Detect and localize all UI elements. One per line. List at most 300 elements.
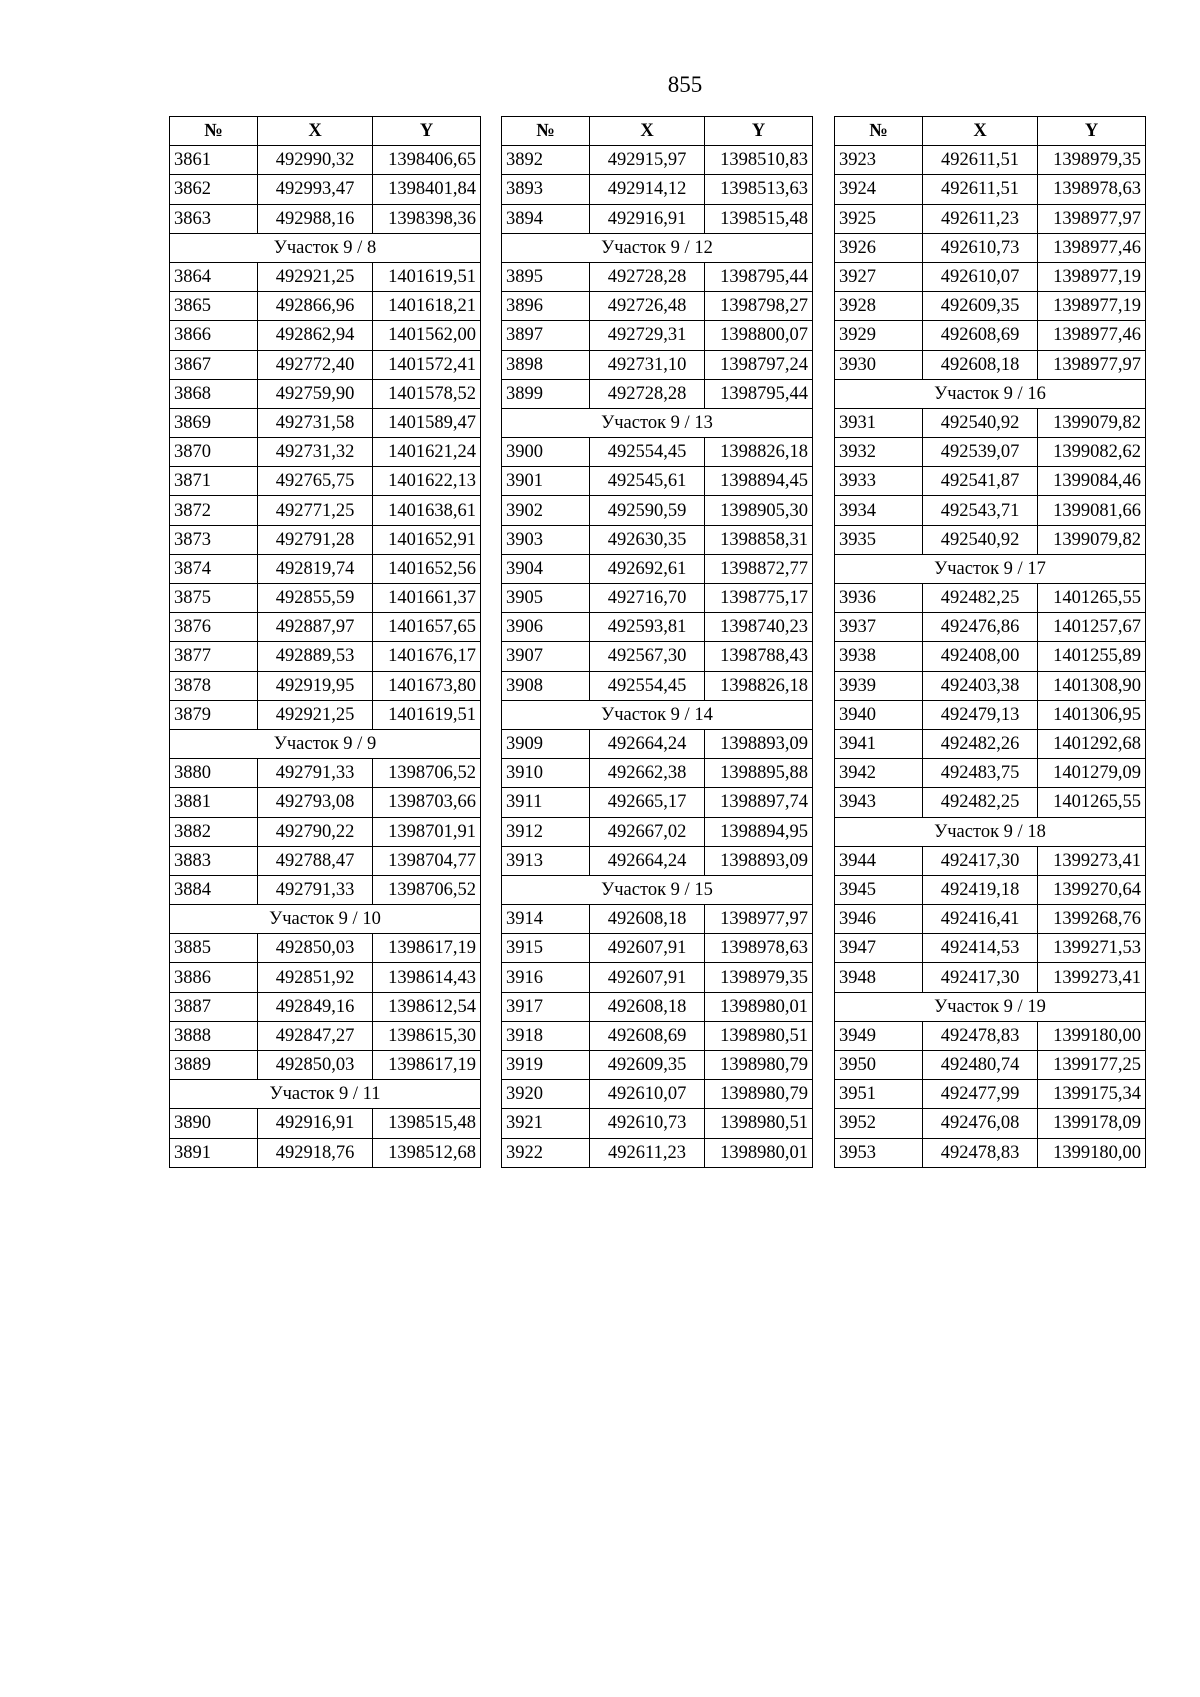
table-row — [835, 496, 1146, 525]
section-title: Участок 9 / 15 — [502, 875, 813, 904]
x-coordinate-cell: 492611,23 — [590, 1138, 705, 1167]
x-coordinate-cell: 492611,23 — [923, 204, 1038, 233]
point-number-cell: 3924 — [835, 175, 923, 204]
x-coordinate-cell: 492790,22 — [258, 817, 373, 846]
y-coordinate-cell: 1399178,09 — [1038, 1109, 1146, 1138]
x-coordinate-cell: 492414,53 — [923, 934, 1038, 963]
coordinate-table-1 — [169, 116, 481, 1168]
x-coordinate-cell: 492610,07 — [590, 1080, 705, 1109]
y-coordinate-cell: 1398617,19 — [373, 1051, 481, 1080]
point-number-cell: 3917 — [502, 992, 590, 1021]
section-title: Участок 9 / 10 — [170, 905, 481, 934]
point-number-cell: 3888 — [170, 1021, 258, 1050]
table-row — [170, 671, 481, 700]
point-number-cell: 3868 — [170, 379, 258, 408]
y-coordinate-cell: 1398617,19 — [373, 934, 481, 963]
table-row — [502, 759, 813, 788]
point-number-cell: 3938 — [835, 642, 923, 671]
table-row — [835, 321, 1146, 350]
y-coordinate-cell: 1401265,55 — [1038, 584, 1146, 613]
section-row — [170, 233, 481, 262]
x-coordinate-cell: 492921,25 — [258, 262, 373, 291]
x-coordinate-cell: 492716,70 — [590, 584, 705, 613]
x-coordinate-cell: 492630,35 — [590, 525, 705, 554]
point-number-cell: 3950 — [835, 1051, 923, 1080]
section-title: Участок 9 / 17 — [835, 554, 1146, 583]
point-number-cell: 3867 — [170, 350, 258, 379]
point-number-cell: 3887 — [170, 992, 258, 1021]
y-coordinate-cell: 1398612,54 — [373, 992, 481, 1021]
table-header-row — [502, 117, 813, 146]
x-coordinate-cell: 492772,40 — [258, 350, 373, 379]
x-coordinate-cell: 492610,73 — [923, 233, 1038, 262]
y-coordinate-cell: 1398706,52 — [373, 759, 481, 788]
point-number-cell: 3902 — [502, 496, 590, 525]
x-coordinate-cell: 492609,35 — [590, 1051, 705, 1080]
x-coordinate-cell: 492611,51 — [923, 146, 1038, 175]
header-x: X — [590, 117, 705, 146]
point-number-cell: 3898 — [502, 350, 590, 379]
point-number-cell: 3874 — [170, 554, 258, 583]
point-number-cell: 3906 — [502, 613, 590, 642]
table-row — [835, 262, 1146, 291]
x-coordinate-cell: 492419,18 — [923, 875, 1038, 904]
x-coordinate-cell: 492915,97 — [590, 146, 705, 175]
table-row — [170, 292, 481, 321]
table-row — [835, 292, 1146, 321]
table-row — [502, 1021, 813, 1050]
table-row — [835, 1080, 1146, 1109]
y-coordinate-cell: 1399177,25 — [1038, 1051, 1146, 1080]
table-row — [170, 467, 481, 496]
table-row — [502, 963, 813, 992]
table-row — [170, 642, 481, 671]
table-row — [835, 759, 1146, 788]
table-row — [502, 379, 813, 408]
table-row — [502, 262, 813, 291]
x-coordinate-cell: 492765,75 — [258, 467, 373, 496]
y-coordinate-cell: 1401562,00 — [373, 321, 481, 350]
x-coordinate-cell: 492417,30 — [923, 846, 1038, 875]
table-row — [170, 1021, 481, 1050]
point-number-cell: 3895 — [502, 262, 590, 291]
table-row — [835, 350, 1146, 379]
table-row — [835, 613, 1146, 642]
x-coordinate-cell: 492593,81 — [590, 613, 705, 642]
x-coordinate-cell: 492862,94 — [258, 321, 373, 350]
table-row — [502, 525, 813, 554]
y-coordinate-cell: 1398977,46 — [1038, 233, 1146, 262]
x-coordinate-cell: 492788,47 — [258, 846, 373, 875]
table-row — [502, 1051, 813, 1080]
x-coordinate-cell: 492916,91 — [590, 204, 705, 233]
y-coordinate-cell: 1401292,68 — [1038, 729, 1146, 758]
y-coordinate-cell: 1401618,21 — [373, 292, 481, 321]
table-row — [835, 525, 1146, 554]
point-number-cell: 3946 — [835, 905, 923, 934]
y-coordinate-cell: 1398980,51 — [705, 1021, 813, 1050]
y-coordinate-cell: 1401308,90 — [1038, 671, 1146, 700]
point-number-cell: 3905 — [502, 584, 590, 613]
point-number-cell: 3870 — [170, 438, 258, 467]
x-coordinate-cell: 492728,28 — [590, 262, 705, 291]
point-number-cell: 3876 — [170, 613, 258, 642]
table-row — [835, 905, 1146, 934]
y-coordinate-cell: 1399082,62 — [1038, 438, 1146, 467]
y-coordinate-cell: 1401638,61 — [373, 496, 481, 525]
point-number-cell: 3952 — [835, 1109, 923, 1138]
x-coordinate-cell: 492403,38 — [923, 671, 1038, 700]
table-row — [170, 1138, 481, 1167]
x-coordinate-cell: 492607,91 — [590, 934, 705, 963]
point-number-cell: 3908 — [502, 671, 590, 700]
point-number-cell: 3879 — [170, 700, 258, 729]
y-coordinate-cell: 1399084,46 — [1038, 467, 1146, 496]
y-coordinate-cell: 1398977,97 — [705, 905, 813, 934]
x-coordinate-cell: 492667,02 — [590, 817, 705, 846]
y-coordinate-cell: 1399180,00 — [1038, 1021, 1146, 1050]
section-row — [170, 905, 481, 934]
x-coordinate-cell: 492849,16 — [258, 992, 373, 1021]
table-body — [502, 146, 813, 1168]
y-coordinate-cell: 1398905,30 — [705, 496, 813, 525]
section-title: Участок 9 / 19 — [835, 992, 1146, 1021]
y-coordinate-cell: 1399268,76 — [1038, 905, 1146, 934]
point-number-cell: 3943 — [835, 788, 923, 817]
x-coordinate-cell: 492662,38 — [590, 759, 705, 788]
x-coordinate-cell: 492889,53 — [258, 642, 373, 671]
y-coordinate-cell: 1398978,63 — [705, 934, 813, 963]
point-number-cell: 3882 — [170, 817, 258, 846]
x-coordinate-cell: 492791,33 — [258, 875, 373, 904]
table-header-row — [835, 117, 1146, 146]
table-row — [835, 963, 1146, 992]
y-coordinate-cell: 1401619,51 — [373, 262, 481, 291]
table-row — [502, 729, 813, 758]
point-number-cell: 3913 — [502, 846, 590, 875]
coordinate-table-3 — [834, 116, 1146, 1168]
x-coordinate-cell: 492819,74 — [258, 554, 373, 583]
point-number-cell: 3925 — [835, 204, 923, 233]
y-coordinate-cell: 1398406,65 — [373, 146, 481, 175]
point-number-cell: 3931 — [835, 408, 923, 437]
table-row — [502, 817, 813, 846]
point-number-cell: 3923 — [835, 146, 923, 175]
table-row — [502, 1138, 813, 1167]
point-number-cell: 3918 — [502, 1021, 590, 1050]
x-coordinate-cell: 492539,07 — [923, 438, 1038, 467]
table-row — [835, 408, 1146, 437]
table-row — [170, 846, 481, 875]
y-coordinate-cell: 1398894,45 — [705, 467, 813, 496]
section-title: Участок 9 / 14 — [502, 700, 813, 729]
table-row — [502, 146, 813, 175]
point-number-cell: 3891 — [170, 1138, 258, 1167]
table-row — [170, 934, 481, 963]
y-coordinate-cell: 1399081,66 — [1038, 496, 1146, 525]
x-coordinate-cell: 492921,25 — [258, 700, 373, 729]
y-coordinate-cell: 1398401,84 — [373, 175, 481, 204]
y-coordinate-cell: 1398510,83 — [705, 146, 813, 175]
x-coordinate-cell: 492918,76 — [258, 1138, 373, 1167]
x-coordinate-cell: 492540,92 — [923, 408, 1038, 437]
table-row — [170, 175, 481, 204]
point-number-cell: 3909 — [502, 729, 590, 758]
y-coordinate-cell: 1398512,68 — [373, 1138, 481, 1167]
x-coordinate-cell: 492731,32 — [258, 438, 373, 467]
section-title: Участок 9 / 16 — [835, 379, 1146, 408]
point-number-cell: 3885 — [170, 934, 258, 963]
table-row — [170, 554, 481, 583]
y-coordinate-cell: 1398979,35 — [1038, 146, 1146, 175]
section-row — [170, 729, 481, 758]
point-number-cell: 3892 — [502, 146, 590, 175]
x-coordinate-cell: 492478,83 — [923, 1021, 1038, 1050]
table-row — [835, 175, 1146, 204]
table-row — [170, 963, 481, 992]
table-row — [502, 438, 813, 467]
table-row — [835, 1138, 1146, 1167]
y-coordinate-cell: 1401673,80 — [373, 671, 481, 700]
table-row — [502, 671, 813, 700]
point-number-cell: 3861 — [170, 146, 258, 175]
x-coordinate-cell: 492417,30 — [923, 963, 1038, 992]
x-coordinate-cell: 492665,17 — [590, 788, 705, 817]
x-coordinate-cell: 492554,45 — [590, 671, 705, 700]
y-coordinate-cell: 1398977,97 — [1038, 350, 1146, 379]
y-coordinate-cell: 1398980,79 — [705, 1080, 813, 1109]
x-coordinate-cell: 492731,58 — [258, 408, 373, 437]
table-row — [835, 671, 1146, 700]
point-number-cell: 3933 — [835, 467, 923, 496]
y-coordinate-cell: 1398740,23 — [705, 613, 813, 642]
table-row — [170, 700, 481, 729]
y-coordinate-cell: 1401652,91 — [373, 525, 481, 554]
point-number-cell: 3869 — [170, 408, 258, 437]
y-coordinate-cell: 1401255,89 — [1038, 642, 1146, 671]
point-number-cell: 3873 — [170, 525, 258, 554]
y-coordinate-cell: 1398703,66 — [373, 788, 481, 817]
y-coordinate-cell: 1401257,67 — [1038, 613, 1146, 642]
x-coordinate-cell: 492850,03 — [258, 934, 373, 963]
point-number-cell: 3914 — [502, 905, 590, 934]
x-coordinate-cell: 492759,90 — [258, 379, 373, 408]
x-coordinate-cell: 492608,18 — [590, 992, 705, 1021]
y-coordinate-cell: 1398797,24 — [705, 350, 813, 379]
y-coordinate-cell: 1398980,01 — [705, 992, 813, 1021]
table-row — [170, 1051, 481, 1080]
point-number-cell: 3942 — [835, 759, 923, 788]
point-number-cell: 3910 — [502, 759, 590, 788]
y-coordinate-cell: 1398788,43 — [705, 642, 813, 671]
section-row — [170, 1080, 481, 1109]
point-number-cell: 3907 — [502, 642, 590, 671]
point-number-cell: 3883 — [170, 846, 258, 875]
header-x: X — [923, 117, 1038, 146]
x-coordinate-cell: 492567,30 — [590, 642, 705, 671]
x-coordinate-cell: 492729,31 — [590, 321, 705, 350]
table-row — [502, 846, 813, 875]
x-coordinate-cell: 492607,91 — [590, 963, 705, 992]
coordinate-table-2 — [501, 116, 813, 1168]
table-row — [170, 1109, 481, 1138]
y-coordinate-cell: 1401657,65 — [373, 613, 481, 642]
point-number-cell: 3926 — [835, 233, 923, 262]
table-row — [835, 233, 1146, 262]
header-y: Y — [705, 117, 813, 146]
section-title: Участок 9 / 9 — [170, 729, 481, 758]
y-coordinate-cell: 1401652,56 — [373, 554, 481, 583]
point-number-cell: 3927 — [835, 262, 923, 291]
y-coordinate-cell: 1398704,77 — [373, 846, 481, 875]
point-number-cell: 3928 — [835, 292, 923, 321]
header-y: Y — [373, 117, 481, 146]
section-row — [502, 700, 813, 729]
section-title: Участок 9 / 18 — [835, 817, 1146, 846]
x-coordinate-cell: 492476,86 — [923, 613, 1038, 642]
point-number-cell: 3864 — [170, 262, 258, 291]
table-row — [170, 788, 481, 817]
point-number-cell: 3886 — [170, 963, 258, 992]
y-coordinate-cell: 1398979,35 — [705, 963, 813, 992]
section-row — [502, 408, 813, 437]
y-coordinate-cell: 1401622,13 — [373, 467, 481, 496]
y-coordinate-cell: 1401589,47 — [373, 408, 481, 437]
point-number-cell: 3911 — [502, 788, 590, 817]
point-number-cell: 3935 — [835, 525, 923, 554]
x-coordinate-cell: 492479,13 — [923, 700, 1038, 729]
section-row — [835, 817, 1146, 846]
y-coordinate-cell: 1398701,91 — [373, 817, 481, 846]
table-row — [170, 759, 481, 788]
section-row — [835, 554, 1146, 583]
header-number: № — [502, 117, 590, 146]
y-coordinate-cell: 1398894,95 — [705, 817, 813, 846]
point-number-cell: 3912 — [502, 817, 590, 846]
table-row — [502, 321, 813, 350]
point-number-cell: 3881 — [170, 788, 258, 817]
y-coordinate-cell: 1398615,30 — [373, 1021, 481, 1050]
section-title: Участок 9 / 8 — [170, 233, 481, 262]
table-row — [835, 875, 1146, 904]
y-coordinate-cell: 1401661,37 — [373, 584, 481, 613]
point-number-cell: 3929 — [835, 321, 923, 350]
table-row — [835, 729, 1146, 758]
point-number-cell: 3915 — [502, 934, 590, 963]
table-row — [835, 467, 1146, 496]
x-coordinate-cell: 492793,08 — [258, 788, 373, 817]
x-coordinate-cell: 492866,96 — [258, 292, 373, 321]
point-number-cell: 3866 — [170, 321, 258, 350]
point-number-cell: 3951 — [835, 1080, 923, 1109]
section-row — [835, 379, 1146, 408]
section-row — [835, 992, 1146, 1021]
x-coordinate-cell: 492726,48 — [590, 292, 705, 321]
point-number-cell: 3944 — [835, 846, 923, 875]
table-row — [170, 438, 481, 467]
y-coordinate-cell: 1398980,79 — [705, 1051, 813, 1080]
table-row — [502, 1109, 813, 1138]
point-number-cell: 3903 — [502, 525, 590, 554]
section-row — [502, 233, 813, 262]
point-number-cell: 3901 — [502, 467, 590, 496]
x-coordinate-cell: 492609,35 — [923, 292, 1038, 321]
point-number-cell: 3893 — [502, 175, 590, 204]
point-number-cell: 3863 — [170, 204, 258, 233]
table-row — [170, 875, 481, 904]
y-coordinate-cell: 1398980,51 — [705, 1109, 813, 1138]
point-number-cell: 3948 — [835, 963, 923, 992]
point-number-cell: 3894 — [502, 204, 590, 233]
y-coordinate-cell: 1398614,43 — [373, 963, 481, 992]
x-coordinate-cell: 492608,18 — [590, 905, 705, 934]
table-row — [502, 584, 813, 613]
x-coordinate-cell: 492851,92 — [258, 963, 373, 992]
header-number: № — [170, 117, 258, 146]
table-row — [170, 496, 481, 525]
coordinate-tables — [169, 116, 1145, 1191]
y-coordinate-cell: 1398858,31 — [705, 525, 813, 554]
y-coordinate-cell: 1401265,55 — [1038, 788, 1146, 817]
x-coordinate-cell: 492664,24 — [590, 846, 705, 875]
table-row — [170, 146, 481, 175]
x-coordinate-cell: 492554,45 — [590, 438, 705, 467]
section-title: Участок 9 / 13 — [502, 408, 813, 437]
y-coordinate-cell: 1398872,77 — [705, 554, 813, 583]
point-number-cell: 3930 — [835, 350, 923, 379]
table-row — [502, 496, 813, 525]
point-number-cell: 3921 — [502, 1109, 590, 1138]
table-body — [835, 146, 1146, 1168]
point-number-cell: 3878 — [170, 671, 258, 700]
y-coordinate-cell: 1398980,01 — [705, 1138, 813, 1167]
table-row — [835, 1051, 1146, 1080]
point-number-cell: 3872 — [170, 496, 258, 525]
x-coordinate-cell: 492611,51 — [923, 175, 1038, 204]
point-number-cell: 3922 — [502, 1138, 590, 1167]
header-x: X — [258, 117, 373, 146]
x-coordinate-cell: 492416,41 — [923, 905, 1038, 934]
point-number-cell: 3904 — [502, 554, 590, 583]
point-number-cell: 3865 — [170, 292, 258, 321]
table-row — [835, 934, 1146, 963]
table-header-row — [170, 117, 481, 146]
y-coordinate-cell: 1399175,34 — [1038, 1080, 1146, 1109]
point-number-cell: 3953 — [835, 1138, 923, 1167]
table-row — [502, 1080, 813, 1109]
y-coordinate-cell: 1399273,41 — [1038, 846, 1146, 875]
table-row — [502, 467, 813, 496]
y-coordinate-cell: 1399271,53 — [1038, 934, 1146, 963]
table-row — [835, 846, 1146, 875]
table-row — [170, 262, 481, 291]
table-row — [835, 700, 1146, 729]
point-number-cell: 3884 — [170, 875, 258, 904]
y-coordinate-cell: 1398977,46 — [1038, 321, 1146, 350]
table-row — [502, 175, 813, 204]
table-row — [835, 204, 1146, 233]
header-number: № — [835, 117, 923, 146]
x-coordinate-cell: 492608,69 — [923, 321, 1038, 350]
y-coordinate-cell: 1398897,74 — [705, 788, 813, 817]
table-row — [170, 350, 481, 379]
y-coordinate-cell: 1399180,00 — [1038, 1138, 1146, 1167]
y-coordinate-cell: 1398893,09 — [705, 729, 813, 758]
point-number-cell: 3941 — [835, 729, 923, 758]
point-number-cell: 3890 — [170, 1109, 258, 1138]
y-coordinate-cell: 1401619,51 — [373, 700, 481, 729]
x-coordinate-cell: 492914,12 — [590, 175, 705, 204]
